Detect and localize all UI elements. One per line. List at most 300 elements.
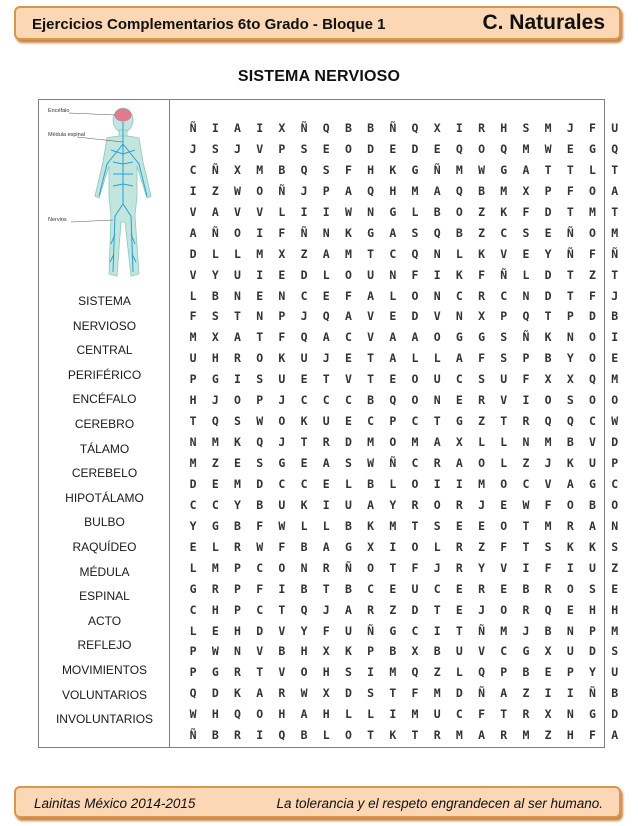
grid-letter[interactable]: J: [278, 393, 286, 408]
grid-letter[interactable]: Ñ: [300, 121, 308, 135]
grid-letter[interactable]: U: [589, 560, 596, 575]
grid-letter[interactable]: X: [278, 121, 286, 135]
grid-letter[interactable]: O: [611, 393, 619, 408]
grid-letter[interactable]: T: [389, 560, 397, 575]
grid-letter[interactable]: T: [566, 267, 574, 282]
grid-letter[interactable]: C: [411, 623, 419, 638]
grid-letter[interactable]: Q: [411, 121, 419, 135]
grid-letter[interactable]: T: [234, 309, 241, 324]
grid-letter[interactable]: E: [389, 309, 397, 324]
grid-letter[interactable]: B: [367, 121, 375, 135]
grid-letter[interactable]: K: [478, 246, 485, 261]
grid-letter[interactable]: F: [256, 518, 264, 533]
grid-letter[interactable]: T: [389, 686, 397, 701]
grid-letter[interactable]: S: [367, 686, 375, 701]
grid-letter[interactable]: Q: [500, 141, 508, 156]
grid-letter[interactable]: E: [278, 267, 286, 282]
grid-letter[interactable]: H: [300, 644, 308, 659]
grid-letter[interactable]: L: [389, 288, 397, 303]
grid-letter[interactable]: J: [322, 602, 330, 617]
grid-letter[interactable]: L: [411, 204, 419, 219]
grid-letter[interactable]: L: [522, 267, 530, 282]
grid-letter[interactable]: O: [455, 204, 463, 219]
grid-letter[interactable]: K: [455, 267, 463, 282]
grid-letter[interactable]: B: [367, 476, 375, 491]
grid-letter[interactable]: I: [455, 476, 463, 491]
grid-letter[interactable]: T: [433, 414, 441, 429]
grid-letter[interactable]: E: [344, 351, 352, 366]
grid-letter[interactable]: L: [344, 707, 352, 722]
grid-letter[interactable]: P: [234, 581, 241, 596]
grid-letter[interactable]: E: [256, 288, 264, 303]
grid-letter[interactable]: O: [256, 351, 264, 366]
grid-letter[interactable]: A: [234, 121, 241, 135]
grid-letter[interactable]: B: [367, 393, 375, 408]
grid-letter[interactable]: F: [589, 288, 596, 303]
grid-letter[interactable]: Z: [611, 560, 619, 575]
grid-letter[interactable]: O: [589, 330, 596, 345]
grid-letter[interactable]: X: [544, 372, 552, 387]
grid-letter[interactable]: L: [344, 476, 352, 491]
grid-letter[interactable]: O: [278, 560, 286, 575]
grid-letter[interactable]: O: [344, 728, 352, 743]
grid-letter[interactable]: L: [433, 351, 441, 366]
grid-letter[interactable]: N: [566, 623, 574, 638]
grid-letter[interactable]: E: [455, 518, 463, 533]
grid-letter[interactable]: R: [500, 728, 508, 743]
grid-letter[interactable]: N: [189, 435, 197, 450]
grid-letter[interactable]: S: [300, 141, 308, 156]
grid-letter[interactable]: P: [500, 309, 508, 324]
grid-letter[interactable]: M: [367, 435, 375, 450]
grid-letter[interactable]: M: [611, 623, 619, 638]
grid-letter[interactable]: M: [433, 686, 441, 701]
grid-letter[interactable]: W: [522, 497, 530, 512]
grid-letter[interactable]: E: [322, 476, 330, 491]
grid-letter[interactable]: H: [367, 162, 375, 177]
grid-letter[interactable]: N: [522, 435, 530, 450]
grid-letter[interactable]: A: [256, 686, 264, 701]
grid-letter[interactable]: X: [278, 246, 286, 261]
grid-letter[interactable]: R: [367, 602, 375, 617]
grid-letter[interactable]: V: [256, 141, 264, 156]
grid-letter[interactable]: B: [256, 497, 264, 512]
grid-letter[interactable]: J: [478, 602, 485, 617]
grid-letter[interactable]: I: [256, 121, 264, 135]
grid-letter[interactable]: B: [522, 581, 530, 596]
grid-letter[interactable]: B: [389, 644, 397, 659]
grid-letter[interactable]: O: [500, 602, 508, 617]
grid-letter[interactable]: L: [234, 246, 241, 261]
grid-letter[interactable]: L: [322, 267, 330, 282]
grid-letter[interactable]: A: [611, 183, 619, 198]
grid-letter[interactable]: R: [455, 539, 463, 554]
grid-letter[interactable]: H: [500, 121, 508, 135]
grid-letter[interactable]: T: [322, 581, 330, 596]
grid-letter[interactable]: C: [278, 476, 286, 491]
grid-letter[interactable]: T: [300, 435, 308, 450]
grid-letter[interactable]: U: [589, 456, 596, 470]
grid-letter[interactable]: T: [500, 414, 508, 429]
grid-letter[interactable]: R: [433, 728, 441, 743]
grid-letter[interactable]: D: [411, 309, 419, 324]
grid-letter[interactable]: Q: [322, 309, 330, 324]
grid-letter[interactable]: R: [234, 728, 241, 743]
grid-letter[interactable]: O: [566, 497, 574, 512]
grid-letter[interactable]: J: [278, 435, 286, 450]
grid-letter[interactable]: X: [478, 309, 485, 324]
grid-letter[interactable]: B: [300, 728, 308, 743]
grid-letter[interactable]: L: [367, 707, 375, 722]
grid-letter[interactable]: Ñ: [566, 246, 574, 261]
grid-letter[interactable]: P: [278, 141, 286, 156]
grid-letter[interactable]: E: [544, 225, 552, 240]
grid-letter[interactable]: E: [322, 141, 330, 156]
grid-letter[interactable]: P: [589, 623, 596, 638]
grid-letter[interactable]: R: [478, 581, 485, 596]
grid-letter[interactable]: C: [455, 707, 463, 722]
grid-letter[interactable]: E: [455, 393, 463, 408]
grid-letter[interactable]: Z: [589, 267, 596, 282]
grid-letter[interactable]: L: [211, 246, 219, 261]
grid-letter[interactable]: D: [589, 644, 596, 659]
grid-letter[interactable]: K: [344, 225, 352, 240]
grid-letter[interactable]: B: [566, 435, 574, 450]
grid-letter[interactable]: E: [566, 602, 574, 617]
grid-letter[interactable]: R: [522, 707, 530, 722]
grid-letter[interactable]: L: [589, 162, 596, 177]
grid-letter[interactable]: S: [322, 162, 330, 177]
grid-letter[interactable]: P: [189, 372, 197, 387]
grid-letter[interactable]: O: [234, 393, 241, 408]
grid-letter[interactable]: T: [256, 330, 264, 345]
grid-letter[interactable]: Z: [478, 204, 485, 219]
grid-letter[interactable]: I: [544, 686, 552, 701]
grid-letter[interactable]: H: [611, 602, 619, 617]
grid-letter[interactable]: A: [389, 225, 397, 240]
grid-letter[interactable]: X: [433, 121, 441, 135]
grid-letter[interactable]: I: [566, 686, 574, 701]
grid-letter[interactable]: H: [278, 707, 286, 722]
grid-letter[interactable]: V: [189, 204, 197, 219]
grid-letter[interactable]: X: [367, 539, 375, 554]
grid-letter[interactable]: M: [544, 121, 552, 135]
grid-letter[interactable]: F: [278, 225, 286, 240]
grid-letter[interactable]: O: [411, 372, 419, 387]
grid-letter[interactable]: N: [433, 288, 441, 303]
grid-letter[interactable]: D: [344, 686, 352, 701]
grid-letter[interactable]: J: [433, 560, 441, 575]
grid-letter[interactable]: E: [500, 581, 508, 596]
grid-letter[interactable]: B: [278, 162, 286, 177]
grid-letter[interactable]: U: [278, 372, 286, 387]
grid-letter[interactable]: P: [389, 414, 397, 429]
grid-letter[interactable]: F: [589, 246, 596, 261]
grid-letter[interactable]: F: [411, 686, 419, 701]
grid-letter[interactable]: B: [522, 665, 530, 680]
grid-letter[interactable]: H: [234, 623, 241, 638]
grid-letter[interactable]: G: [411, 162, 419, 177]
grid-letter[interactable]: N: [566, 330, 574, 345]
grid-letter[interactable]: K: [566, 539, 574, 554]
grid-letter[interactable]: S: [611, 539, 619, 554]
grid-letter[interactable]: V: [278, 665, 286, 680]
grid-letter[interactable]: A: [455, 351, 463, 366]
grid-letter[interactable]: O: [544, 393, 552, 408]
grid-letter[interactable]: P: [544, 183, 552, 198]
grid-letter[interactable]: Q: [411, 246, 419, 261]
grid-letter[interactable]: Q: [300, 162, 308, 177]
grid-letter[interactable]: A: [322, 539, 330, 554]
grid-letter[interactable]: D: [211, 686, 219, 701]
grid-letter[interactable]: A: [611, 728, 619, 743]
grid-letter[interactable]: T: [566, 204, 574, 219]
grid-letter[interactable]: H: [189, 393, 197, 408]
grid-letter[interactable]: U: [322, 414, 330, 429]
grid-letter[interactable]: D: [455, 686, 463, 701]
grid-letter[interactable]: O: [411, 288, 419, 303]
grid-letter[interactable]: B: [344, 581, 352, 596]
grid-letter[interactable]: G: [589, 707, 596, 722]
grid-letter[interactable]: H: [211, 351, 219, 366]
grid-letter[interactable]: L: [411, 351, 419, 366]
grid-letter[interactable]: T: [189, 414, 197, 429]
grid-letter[interactable]: P: [566, 665, 574, 680]
grid-letter[interactable]: Q: [389, 393, 397, 408]
grid-letter[interactable]: F: [589, 121, 596, 135]
grid-letter[interactable]: J: [566, 121, 574, 135]
grid-letter[interactable]: O: [433, 330, 441, 345]
grid-letter[interactable]: C: [500, 225, 508, 240]
grid-letter[interactable]: E: [189, 539, 197, 554]
grid-letter[interactable]: E: [455, 602, 463, 617]
grid-letter[interactable]: F: [278, 539, 286, 554]
grid-letter[interactable]: C: [344, 393, 352, 408]
grid-letter[interactable]: F: [478, 267, 485, 282]
grid-letter[interactable]: O: [500, 476, 508, 491]
grid-letter[interactable]: X: [211, 330, 219, 345]
grid-letter[interactable]: M: [256, 246, 264, 261]
grid-letter[interactable]: S: [500, 351, 508, 366]
grid-letter[interactable]: Z: [478, 414, 485, 429]
grid-letter[interactable]: M: [544, 518, 552, 533]
grid-letter[interactable]: A: [433, 183, 441, 198]
grid-letter[interactable]: M: [189, 330, 197, 345]
grid-letter[interactable]: G: [500, 162, 508, 177]
grid-letter[interactable]: Ñ: [367, 623, 375, 638]
grid-letter[interactable]: T: [278, 602, 286, 617]
grid-letter[interactable]: N: [367, 204, 375, 219]
grid-letter[interactable]: Y: [566, 351, 574, 366]
grid-letter[interactable]: S: [234, 414, 241, 429]
grid-letter[interactable]: T: [611, 162, 619, 177]
grid-letter[interactable]: H: [322, 665, 330, 680]
grid-letter[interactable]: O: [344, 141, 352, 156]
grid-letter[interactable]: T: [433, 602, 441, 617]
grid-letter[interactable]: Q: [611, 141, 619, 156]
grid-letter[interactable]: Z: [478, 225, 485, 240]
grid-letter[interactable]: Q: [367, 183, 375, 198]
grid-letter[interactable]: A: [589, 518, 596, 533]
grid-letter[interactable]: M: [611, 225, 619, 240]
grid-letter[interactable]: M: [455, 728, 463, 743]
grid-letter[interactable]: A: [234, 330, 241, 345]
grid-letter[interactable]: A: [322, 246, 330, 261]
grid-letter[interactable]: S: [566, 393, 574, 408]
grid-letter[interactable]: V: [544, 476, 552, 491]
grid-letter[interactable]: S: [256, 372, 264, 387]
grid-letter[interactable]: R: [433, 456, 441, 470]
grid-letter[interactable]: L: [500, 456, 508, 470]
grid-letter[interactable]: O: [411, 393, 419, 408]
grid-letter[interactable]: B: [433, 204, 441, 219]
grid-letter[interactable]: Z: [300, 246, 308, 261]
grid-letter[interactable]: K: [566, 456, 574, 470]
grid-letter[interactable]: E: [455, 581, 463, 596]
grid-letter[interactable]: T: [367, 246, 375, 261]
grid-letter[interactable]: D: [256, 476, 264, 491]
grid-letter[interactable]: Z: [478, 539, 485, 554]
grid-letter[interactable]: B: [544, 623, 552, 638]
grid-letter[interactable]: V: [500, 560, 508, 575]
grid-letter[interactable]: G: [522, 644, 530, 659]
grid-letter[interactable]: Y: [189, 518, 197, 533]
grid-letter[interactable]: Ñ: [389, 121, 397, 135]
grid-letter[interactable]: E: [234, 456, 241, 470]
grid-letter[interactable]: S: [522, 121, 530, 135]
grid-letter[interactable]: F: [256, 581, 264, 596]
grid-letter[interactable]: T: [611, 267, 619, 282]
grid-letter[interactable]: T: [566, 162, 574, 177]
grid-letter[interactable]: Z: [211, 183, 219, 198]
grid-letter[interactable]: O: [256, 707, 264, 722]
grid-letter[interactable]: Y: [300, 623, 308, 638]
grid-letter[interactable]: L: [478, 435, 485, 450]
grid-letter[interactable]: L: [189, 560, 197, 575]
grid-letter[interactable]: T: [455, 623, 463, 638]
grid-letter[interactable]: Q: [522, 309, 530, 324]
grid-letter[interactable]: P: [611, 456, 619, 470]
grid-letter[interactable]: U: [611, 121, 619, 135]
grid-letter[interactable]: K: [234, 435, 241, 450]
grid-letter[interactable]: F: [344, 162, 352, 177]
grid-letter[interactable]: O: [344, 267, 352, 282]
grid-letter[interactable]: F: [544, 497, 552, 512]
grid-letter[interactable]: C: [500, 288, 508, 303]
grid-letter[interactable]: Ñ: [189, 121, 197, 135]
grid-letter[interactable]: S: [211, 141, 219, 156]
grid-letter[interactable]: F: [478, 351, 485, 366]
grid-letter[interactable]: W: [544, 141, 552, 156]
grid-letter[interactable]: E: [611, 581, 619, 596]
grid-letter[interactable]: U: [433, 372, 441, 387]
grid-letter[interactable]: E: [300, 456, 308, 470]
grid-letter[interactable]: U: [278, 497, 286, 512]
grid-letter[interactable]: S: [522, 225, 530, 240]
grid-letter[interactable]: P: [522, 351, 530, 366]
grid-letter[interactable]: R: [322, 435, 330, 450]
grid-letter[interactable]: O: [589, 393, 596, 408]
grid-letter[interactable]: T: [544, 309, 552, 324]
grid-letter[interactable]: M: [589, 204, 596, 219]
grid-letter[interactable]: Ñ: [611, 246, 619, 261]
grid-letter[interactable]: T: [522, 518, 530, 533]
grid-letter[interactable]: N: [566, 707, 574, 722]
grid-letter[interactable]: G: [589, 476, 596, 491]
grid-letter[interactable]: N: [433, 246, 441, 261]
grid-letter[interactable]: P: [189, 644, 197, 659]
grid-letter[interactable]: M: [544, 435, 552, 450]
grid-letter[interactable]: N: [256, 309, 264, 324]
grid-letter[interactable]: H: [211, 602, 219, 617]
grid-letter[interactable]: Ñ: [433, 162, 441, 177]
grid-letter[interactable]: W: [300, 686, 308, 701]
grid-letter[interactable]: B: [234, 518, 241, 533]
grid-letter[interactable]: E: [433, 141, 441, 156]
grid-letter[interactable]: B: [455, 225, 463, 240]
grid-letter[interactable]: H: [566, 728, 574, 743]
grid-letter[interactable]: Ñ: [522, 330, 530, 345]
grid-letter[interactable]: L: [322, 518, 330, 533]
grid-letter[interactable]: R: [478, 288, 485, 303]
grid-letter[interactable]: L: [189, 288, 197, 303]
grid-letter[interactable]: W: [367, 456, 375, 470]
grid-letter[interactable]: A: [367, 497, 375, 512]
grid-letter[interactable]: U: [300, 351, 308, 366]
grid-letter[interactable]: K: [234, 686, 241, 701]
grid-letter[interactable]: M: [411, 183, 419, 198]
grid-letter[interactable]: F: [322, 623, 330, 638]
grid-letter[interactable]: W: [278, 518, 286, 533]
grid-letter[interactable]: F: [500, 539, 508, 554]
grid-letter[interactable]: E: [211, 623, 219, 638]
grid-letter[interactable]: B: [211, 288, 219, 303]
grid-letter[interactable]: C: [256, 560, 264, 575]
grid-letter[interactable]: L: [189, 623, 197, 638]
grid-letter[interactable]: Ñ: [500, 267, 508, 282]
grid-letter[interactable]: Y: [589, 665, 596, 680]
grid-letter[interactable]: X: [566, 372, 574, 387]
grid-letter[interactable]: V: [278, 623, 286, 638]
grid-letter[interactable]: C: [189, 162, 197, 177]
grid-letter[interactable]: E: [344, 414, 352, 429]
grid-letter[interactable]: D: [544, 204, 552, 219]
grid-letter[interactable]: O: [500, 518, 508, 533]
grid-letter[interactable]: U: [566, 644, 574, 659]
grid-letter[interactable]: N: [322, 225, 330, 240]
grid-letter[interactable]: G: [389, 204, 397, 219]
grid-letter[interactable]: I: [322, 497, 330, 512]
grid-letter[interactable]: L: [389, 476, 397, 491]
grid-letter[interactable]: W: [611, 414, 619, 429]
grid-letter[interactable]: L: [211, 539, 219, 554]
grid-letter[interactable]: R: [455, 560, 463, 575]
grid-letter[interactable]: C: [189, 602, 197, 617]
grid-letter[interactable]: Z: [433, 665, 441, 680]
grid-letter[interactable]: B: [611, 309, 619, 324]
grid-letter[interactable]: V: [256, 204, 264, 219]
grid-letter[interactable]: D: [544, 267, 552, 282]
grid-letter[interactable]: L: [433, 539, 441, 554]
grid-letter[interactable]: R: [522, 602, 530, 617]
grid-letter[interactable]: Ñ: [589, 686, 596, 701]
grid-letter[interactable]: V: [500, 246, 508, 261]
grid-letter[interactable]: M: [211, 435, 219, 450]
grid-letter[interactable]: F: [411, 560, 419, 575]
grid-letter[interactable]: H: [322, 707, 330, 722]
grid-letter[interactable]: C: [367, 414, 375, 429]
grid-letter[interactable]: X: [544, 644, 552, 659]
